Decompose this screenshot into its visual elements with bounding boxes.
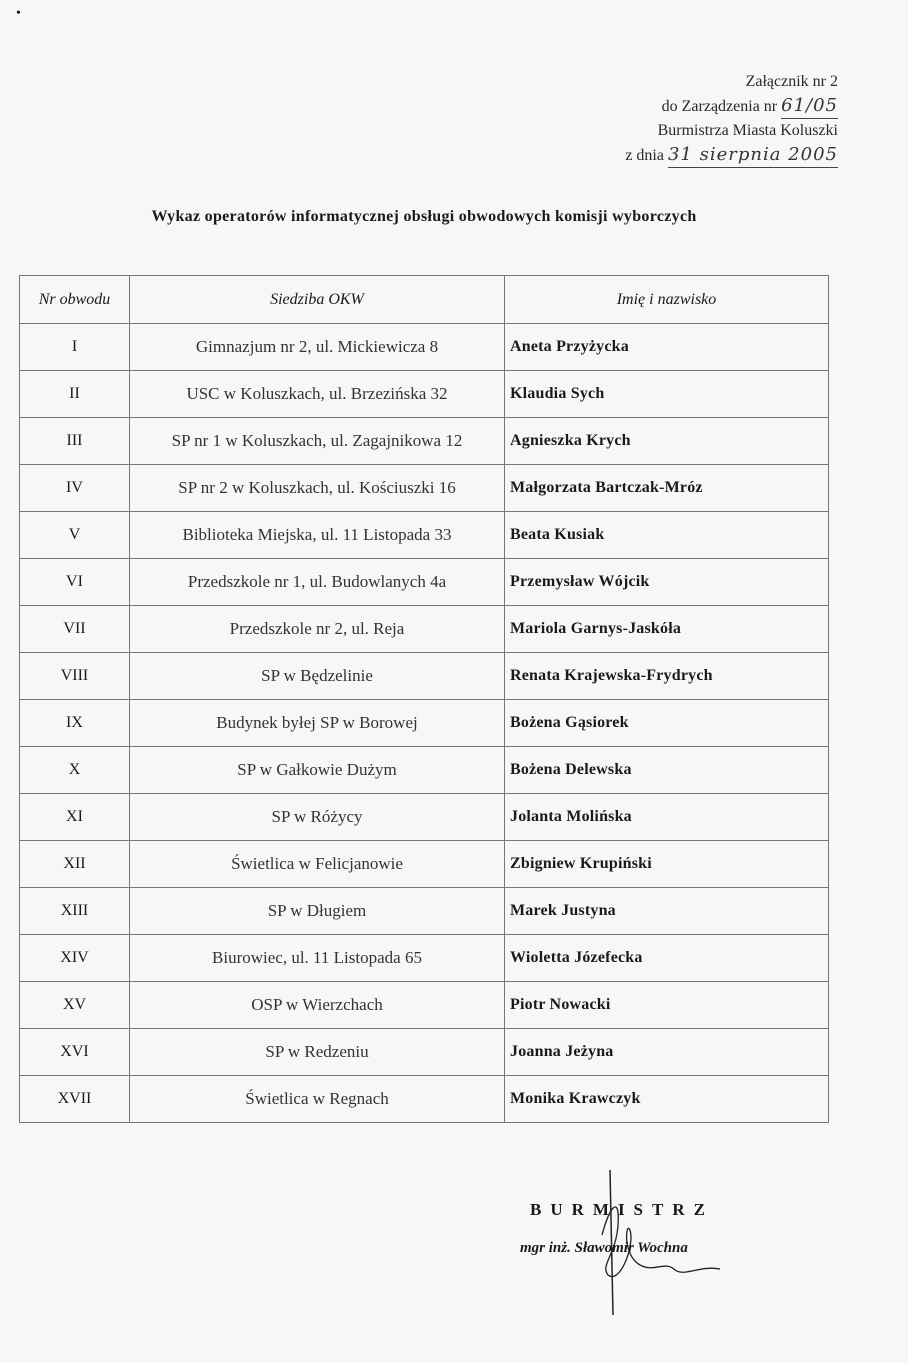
table-row [20,512,829,559]
operator-name: Monika Krawczyk [505,1076,829,1123]
table-row [20,653,829,700]
district-number: X [20,747,130,794]
operator-name: Bożena Gąsiorek [505,700,829,747]
issuer-line: Burmistrza Miasta Koluszki [657,122,838,139]
table-row [20,418,829,465]
operator-name: Joanna Jeżyna [505,1029,829,1076]
operator-name: Przemysław Wójcik [505,559,829,606]
committee-seat: SP w Gałkowie Dużym [130,747,505,794]
table-row [20,700,829,747]
committee-seat: SP w Będzelinie [130,653,505,700]
signatory-office: BURMISTRZ [530,1200,714,1219]
committee-seat: Biurowiec, ul. 11 Listopada 65 [130,935,505,982]
operator-name: Renata Krajewska-Frydrych [505,653,829,700]
operator-name: Marek Justyna [505,888,829,935]
district-number: XVII [20,1076,130,1123]
district-number: XI [20,794,130,841]
district-number: XII [20,841,130,888]
operator-name: Klaudia Sych [505,371,829,418]
district-number: VII [20,606,130,653]
table-row [20,982,829,1029]
committee-seat: OSP w Wierzchach [130,982,505,1029]
committee-seat: Przedszkole nr 1, ul. Budowlanych 4a [130,559,505,606]
signature-block [520,1200,780,1257]
district-number: VIII [20,653,130,700]
operator-name: Wioletta Józefecka [505,935,829,982]
committee-seat: SP nr 1 w Koluszkach, ul. Zagajnikowa 12 [130,418,505,465]
operator-name: Zbigniew Krupiński [505,841,829,888]
ordinance-prefix: do Zarządzenia nr [661,98,778,115]
table-row [20,465,829,512]
table-row [20,794,829,841]
operator-name: Jolanta Molińska [505,794,829,841]
committee-seat: Przedszkole nr 2, ul. Reja [130,606,505,653]
committee-seat: SP nr 2 w Koluszkach, ul. Kościuszki 16 [130,465,505,512]
table-header-row [20,276,829,324]
date-line [625,143,838,168]
table-row [20,1076,829,1123]
column-header-nr: Nr obwodu [20,276,130,324]
committee-seat: Świetlica w Regnach [130,1076,505,1123]
operator-name: Małgorzata Bartczak-Mróz [505,465,829,512]
table-row [20,841,829,888]
district-number: III [20,418,130,465]
document-title: Wykaz operatorów informatycznej obsługi obwodowych komisji wyborczych [151,208,697,225]
date-value: 31 sierpnia 2005 [668,143,838,168]
table-row [20,559,829,606]
district-number: IV [20,465,130,512]
table-row [20,935,829,982]
district-number: XVI [20,1029,130,1076]
committee-seat: SP w Redzeniu [130,1029,505,1076]
table-row [20,606,829,653]
district-number: XIV [20,935,130,982]
district-number: VI [20,559,130,606]
operator-name: Agnieszka Krych [505,418,829,465]
committee-seat: USC w Koluszkach, ul. Brzezińska 32 [130,371,505,418]
operator-name: Piotr Nowacki [505,982,829,1029]
attachment-header [625,70,838,168]
district-number: XIII [20,888,130,935]
district-number: IX [20,700,130,747]
ordinance-number: 61/05 [781,94,838,119]
committee-seat: SP w Różycy [130,794,505,841]
table-row [20,324,829,371]
district-number: I [20,324,130,371]
committee-seat: SP w Długiem [130,888,505,935]
committee-seat: Gimnazjum nr 2, ul. Mickiewicza 8 [130,324,505,371]
committee-seat: Świetlica w Felicjanowie [130,841,505,888]
signatory-name: mgr inż. Sławomir Wochna [520,1240,688,1256]
operator-name: Aneta Przyżycka [505,324,829,371]
district-number: XV [20,982,130,1029]
table-row [20,371,829,418]
scan-speck: • [16,6,21,21]
district-number: V [20,512,130,559]
table-row [20,1029,829,1076]
date-prefix: z dnia [625,147,664,164]
operator-name: Mariola Garnys-Jaskóła [505,606,829,653]
ordinance-line [625,94,838,119]
district-number: II [20,371,130,418]
table-row [20,747,829,794]
operators-table [19,275,829,1123]
committee-seat: Biblioteka Miejska, ul. 11 Listopada 33 [130,512,505,559]
committee-seat: Budynek byłej SP w Borowej [130,700,505,747]
attachment-number: Załącznik nr 2 [745,73,838,90]
operator-name: Bożena Delewska [505,747,829,794]
table-row [20,888,829,935]
operator-name: Beata Kusiak [505,512,829,559]
column-header-osoba: Imię i nazwisko [505,276,829,324]
column-header-siedziba: Siedziba OKW [130,276,505,324]
